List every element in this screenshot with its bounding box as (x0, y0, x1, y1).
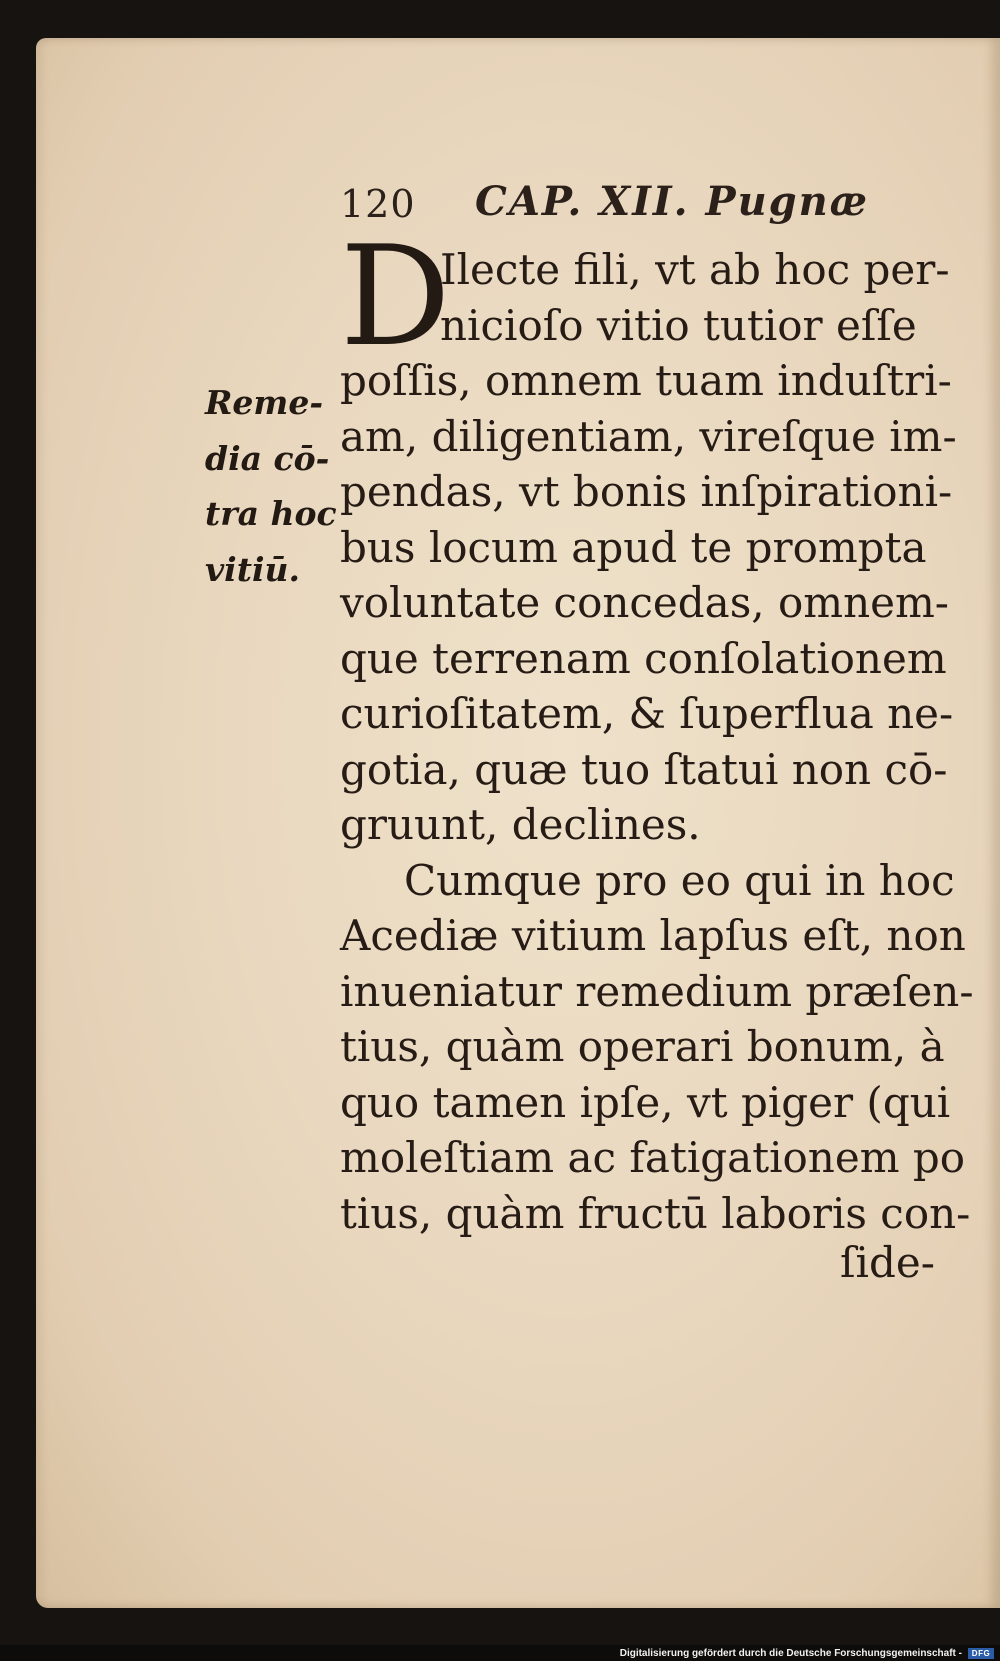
text-line: nicioſo vitio tutior eſſe (440, 300, 917, 350)
running-title: CAP. XII. Pugnæ (475, 178, 869, 225)
text-line: Cumque pro eo qui in hoc (404, 855, 955, 905)
text-line: Ilecte fili, vt ab hoc per- (440, 245, 950, 294)
text-line: moleſtiam ac fatigationem po (340, 1133, 966, 1182)
margin-note-line: tra hoc (205, 494, 337, 533)
footer-credit: Digitalisierung gefördert durch die Deutsche Forschungsgemeinschaft - (619, 1648, 962, 1659)
text-line: poſſis, omnem tuam induſtri- (340, 356, 952, 405)
margin-note-line: dia cō- (205, 438, 330, 478)
text-line: tius, quàm fructū laboris con- (340, 1188, 971, 1238)
text-line: voluntate concedas, omnem- (340, 578, 949, 627)
page-number: 120 (340, 182, 416, 226)
margin-note-line: vitiū. (205, 549, 300, 589)
catchword: ſide- (840, 1238, 935, 1287)
margin-note (205, 375, 340, 597)
text-line: Acediæ vitium lapſus eſt, non (340, 911, 966, 960)
body-text (340, 242, 980, 1241)
text-line: pendas, vt bonis inſpirationi- (340, 467, 953, 516)
text-line: gruunt, declines. (340, 800, 701, 849)
text-line: tius, quàm operari bonum, à (340, 1022, 945, 1071)
text-line: quo tamen ipſe, vt piger (qui (340, 1077, 951, 1127)
text-line: que terrenam conſolationem (340, 633, 947, 683)
dfg-logo: DFG (968, 1648, 994, 1659)
text-line: curioſitatem, & ſuperflua ne- (340, 689, 954, 738)
margin-note-line: Reme- (205, 383, 324, 422)
text-line: gotia, quæ tuo ſtatui non cō- (340, 744, 948, 794)
drop-cap-initial: D (340, 216, 451, 377)
text-line: bus locum apud te prompta (340, 522, 927, 572)
text-line: inueniatur remedium præſen- (340, 966, 974, 1016)
text-line: am, diligentiam, vireſque im- (340, 411, 957, 461)
